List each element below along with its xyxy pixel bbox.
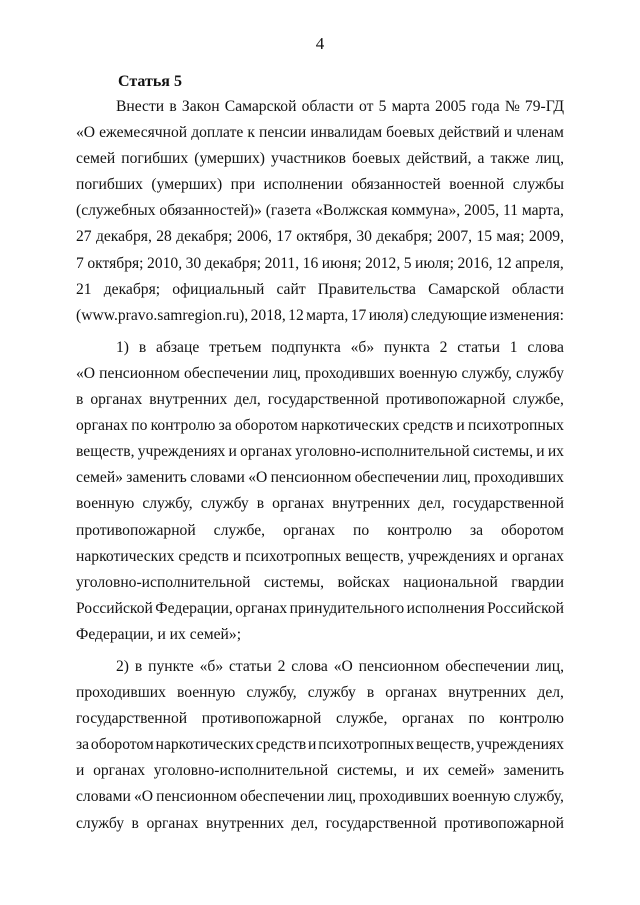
paragraph-line: словами «О пенсионном обеспечении лиц, проходивших военную службу, <box>76 788 564 806</box>
paragraph-line: органах по контролю за оборотом наркотических средств и психотропных <box>76 417 564 435</box>
paragraph-line: службу в органах внутренних дел, государственной противопожарной <box>76 814 564 832</box>
paragraph-line: 27 декабря, 28 декабря; 2006, 17 октября, 30 декабря; 2007, 15 мая; 2009, <box>76 228 564 246</box>
paragraph-line: погибших (умерших) при исполнении обязанностей военной службы <box>76 176 564 194</box>
paragraph-line: наркотических средств и психотропных веществ, учреждениях и органах <box>76 547 564 565</box>
page-number: 4 <box>315 34 325 53</box>
paragraph-line: «О пенсионном обеспечении лиц, проходивших военную службу, службу <box>76 364 564 382</box>
paragraph-line: семей погибших (умерших) участников боевых действий, а также лиц, <box>76 150 564 168</box>
paragraph-line: и органах уголовно-исполнительной системы, и их семей» заменить <box>76 762 564 780</box>
paragraph-line: 21 декабря; официальный сайт Правительства Самарской области <box>76 280 564 298</box>
paragraph-line: проходивших военную службу, службу в органах внутренних дел, <box>76 684 564 702</box>
article-body <box>76 94 564 837</box>
paragraph-line: 2) в пункте «б» статьи 2 слова «О пенсионном обеспечении лиц, <box>116 657 564 675</box>
paragraph-line: за оборотом наркотических средств и психотропных веществ, учреждениях <box>76 736 564 754</box>
paragraph-line: (www.pravo.samregion.ru), 2018, 12 марта, 17 июля) следующие изменения: <box>76 306 564 324</box>
paragraph-line: Федерации, и их семей»; <box>76 625 242 643</box>
article-title: Статья 5 <box>118 73 182 90</box>
paragraph-line: «О ежемесячной доплате к пенсии инвалидам боевых действий и членам <box>76 124 564 142</box>
paragraph-line: 1) в абзаце третьем подпункта «б» пункта 2 статьи 1 слова <box>116 338 564 356</box>
paragraph-line: Российской Федерации, органах принудительного исполнения Российской <box>76 599 564 617</box>
paragraph-line: (служебных обязанностей)» (газета «Волжская коммуна», 2005, 11 марта, <box>76 202 564 220</box>
paragraph-line: веществ, учреждениях и органах уголовно-исполнительной системы, и их <box>76 443 564 461</box>
paragraph-line: уголовно-исполнительной системы, войсках национальной гвардии <box>76 573 564 591</box>
paragraph-line: в органах внутренних дел, государственной противопожарной службе, <box>76 391 564 409</box>
paragraph-line: 7 октября; 2010, 30 декабря; 2011, 16 июня; 2012, 5 июля; 2016, 12 апреля, <box>76 254 564 272</box>
paragraph-line: семей» заменить словами «О пенсионном обеспечении лиц, проходивших <box>76 469 564 487</box>
paragraph-line: военную службу, службу в органах внутренних дел, государственной <box>76 495 564 513</box>
paragraph-line: Внести в Закон Самарской области от 5 марта 2005 года № 79-ГД <box>116 98 564 115</box>
paragraph-line: противопожарной службе, органах по контролю за оборотом <box>76 521 564 539</box>
paragraph-line: государственной противопожарной службе, органах по контролю <box>76 710 564 728</box>
